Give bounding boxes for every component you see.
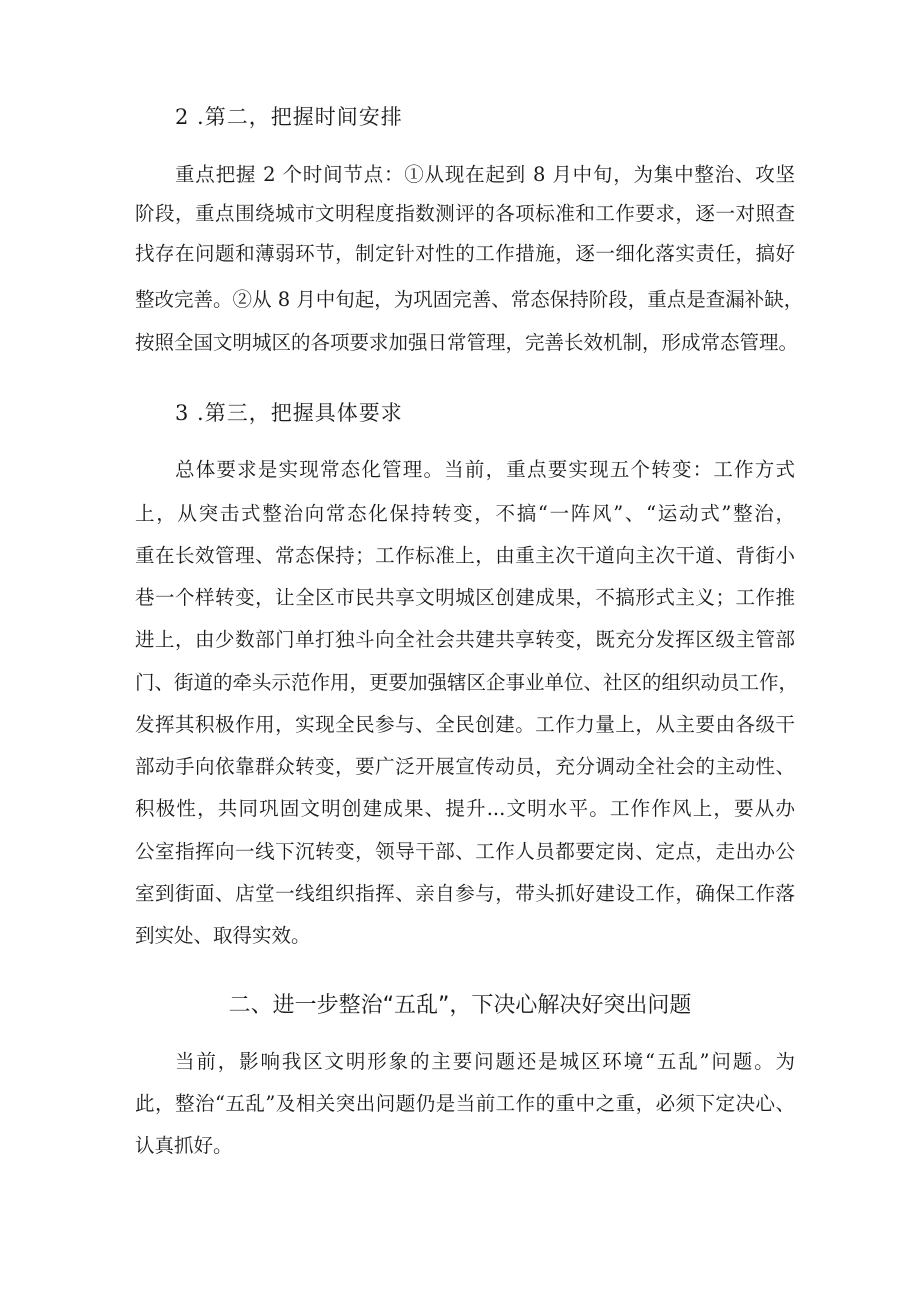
section-title-wuluan: 二、进一步整治“五乱”，下决心解决好突出问题 <box>228 993 692 1018</box>
paragraph-line: 按照全国文明城区的各项要求加强日常管理，完善长效机制，形成常态管理。 <box>135 331 799 354</box>
paragraph-line: 当前，影响我区文明形象的主要问题还是城区环境“五乱”问题。为 <box>175 1050 795 1073</box>
paragraph-line: 室到街面、店堂一线组织指挥、亲自参与，带头抓好建设工作，确保工作落 <box>135 882 795 905</box>
paragraph-line: 重在长效管理、常态保持；工作标准上，由重主次干道向主次干道、背街小 <box>135 544 795 567</box>
paragraph-line: 到实处、取得实效。 <box>135 924 311 947</box>
paragraph-line: 阶段，重点围绕城市文明程度指数测评的各项标准和工作要求，逐一对照查 <box>135 202 795 225</box>
heading-time-arrangement: 2 .第二，把握时间安排 <box>175 105 403 129</box>
paragraph-line: 重点把握 2 个时间节点：①从现在起到 8 月中旬，为集中整治、攻坚 <box>175 163 795 186</box>
paragraph-line: 公室指挥向一线下沉转变，领导干部、工作人员都要定岗、定点，走出办公 <box>135 840 795 863</box>
paragraph-line: 认真抓好。 <box>135 1134 233 1157</box>
paragraph-line: 部动手向依靠群众转变，要广泛开展宣传动员，充分调动全社会的主动性、 <box>135 755 795 778</box>
paragraph-line: 整改完善。②从 8 月中旬起，为巩固完善、常态保持阶段，重点是查漏补缺， <box>135 288 804 311</box>
paragraph-line: 找存在问题和薄弱环节，制定针对性的工作措施，逐一细化落实责任，搞好 <box>135 242 795 265</box>
paragraph-line: 进上，由少数部门单打独斗向全社会共建共享转变，既充分发挥区级主管部 <box>135 628 795 651</box>
paragraph-line: 巷一个样转变，让全区市民共享文明城区创建成果，不搞形式主义；工作推 <box>135 586 795 609</box>
paragraph-line: 此，整治“五乱”及相关突出问题仍是当前工作的重中之重，必须下定决心、 <box>135 1092 795 1115</box>
paragraph-line: 上，从突击式整治向常态化保持转变，不搞“一阵风”、“运动式”整治， <box>135 502 795 525</box>
paragraph-line: 积极性，共同巩固文明创建成果、提升...文明水平。工作作风上，要从办 <box>135 797 795 820</box>
paragraph-line: 发挥其积极作用，实现全民参与、全民创建。工作力量上，从主要由各级干 <box>135 713 795 736</box>
paragraph-line: 门、街道的牵头示范作用，更要加强辖区企事业单位、社区的组织动员工作， <box>135 671 799 694</box>
paragraph-line: 总体要求是实现常态化管理。当前，重点要实现五个转变：工作方式 <box>175 458 795 481</box>
heading-specific-requirements: 3 .第三，把握具体要求 <box>175 401 403 425</box>
